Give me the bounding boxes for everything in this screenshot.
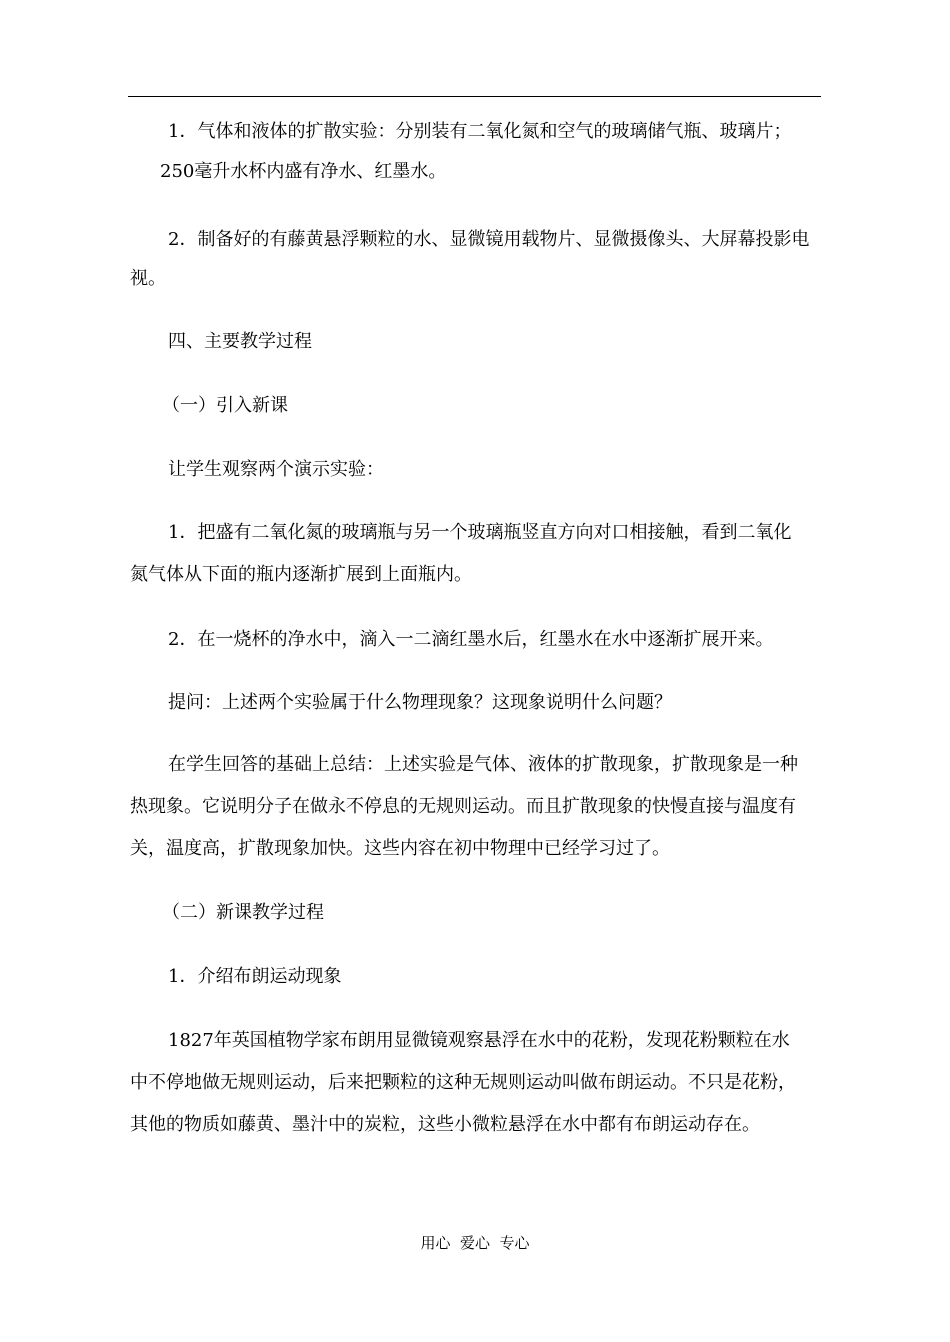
paragraph-line: 氮气体从下面的瓶内逐渐扩展到上面瓶内。 (130, 564, 472, 585)
paragraph-line: 2．在一烧杯的净水中，滴入一二滴红墨水后，红墨水在水中逐渐扩展开来。 (168, 629, 774, 650)
paragraph-line: 中不停地做无规则运动，后来把颗粒的这种无规则运动叫做布朗运动。不只是花粉， (130, 1072, 796, 1093)
header-rule (128, 96, 821, 97)
paragraph-line: 关，温度高，扩散现象加快。这些内容在初中物理中已经学习过了。 (130, 838, 670, 859)
paragraph-line: 视。 (130, 268, 166, 289)
paragraph-line: 提问：上述两个实验属于什么物理现象？这现象说明什么问题？ (168, 692, 672, 713)
paragraph-line: 其他的物质如藤黄、墨汁中的炭粒，这些小微粒悬浮在水中都有布朗运动存在。 (130, 1114, 760, 1135)
paragraph-line: 1827年英国植物学家布朗用显微镜观察悬浮在水中的花粉，发现花粉颗粒在水 (168, 1030, 790, 1051)
page-footer: 用心 爱心 专心 (420, 1234, 530, 1252)
paragraph-line: 1．介绍布朗运动现象 (168, 966, 342, 987)
paragraph-line: 热现象。它说明分子在做永不停息的无规则运动。而且扩散现象的快慢直接与温度有 (130, 796, 796, 817)
section-heading: 四、主要教学过程 (168, 331, 312, 352)
paragraph-line: 2．制备好的有藤黄悬浮颗粒的水、显微镜用载物片、显微摄像头、大屏幕投影电 (168, 229, 810, 250)
subsection-heading: （二）新课教学过程 (162, 902, 324, 923)
paragraph-line: 在学生回答的基础上总结：上述实验是气体、液体的扩散现象，扩散现象是一种 (168, 754, 798, 775)
subsection-heading: （一）引入新课 (162, 395, 288, 416)
paragraph-line: 1．气体和液体的扩散实验：分别装有二氧化氮和空气的玻璃储气瓶、玻璃片； (168, 121, 792, 142)
paragraph-line: 1．把盛有二氧化氮的玻璃瓶与另一个玻璃瓶竖直方向对口相接触，看到二氧化 (168, 522, 792, 543)
paragraph-line: 250毫升水杯内盛有净水、红墨水。 (160, 161, 447, 182)
paragraph-line: 让学生观察两个演示实验： (168, 459, 384, 480)
